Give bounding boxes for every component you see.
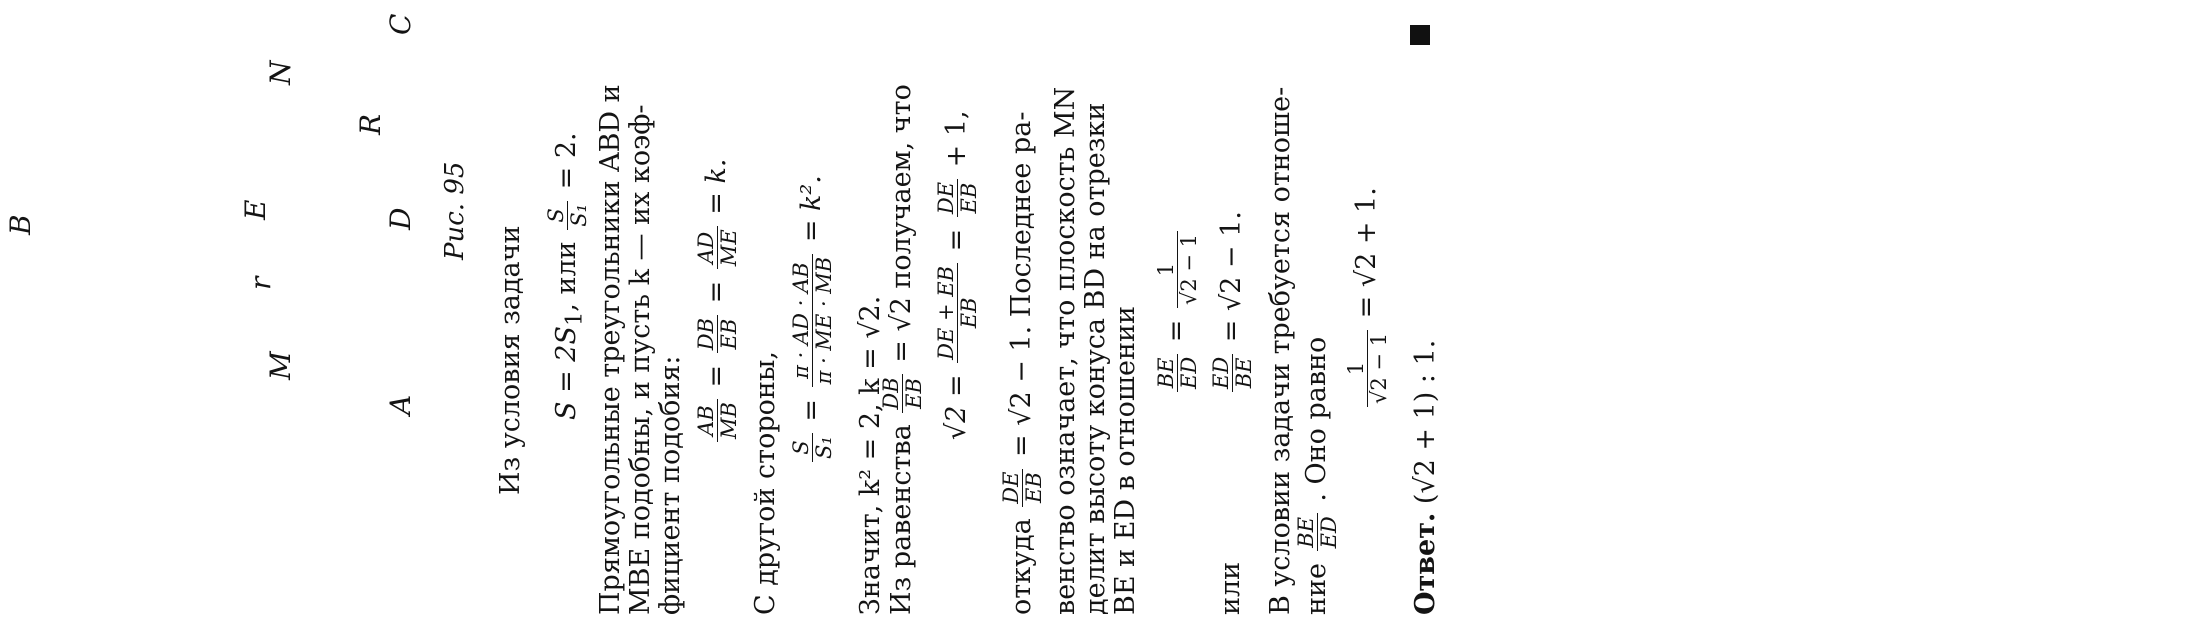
figure-caption: Рис. 95 bbox=[440, 161, 470, 260]
denominator: BE bbox=[1232, 357, 1257, 389]
numerator: π · AD · AB bbox=[790, 254, 813, 388]
denominator: S₁ bbox=[567, 203, 592, 227]
denominator: S₁ bbox=[812, 436, 837, 459]
formula-part: √2 = bbox=[941, 374, 973, 440]
fraction bbox=[1155, 354, 1200, 392]
fraction bbox=[790, 254, 835, 388]
denominator: EB bbox=[902, 378, 927, 409]
numerator: DE bbox=[935, 179, 958, 217]
formula-sub: 1 bbox=[561, 311, 588, 327]
text-line: С другой стороны, bbox=[750, 351, 781, 615]
numerator: 1 bbox=[1345, 330, 1368, 407]
fraction bbox=[1155, 231, 1200, 308]
answer-value: (√2 + 1) : 1. bbox=[1410, 339, 1441, 505]
fraction bbox=[935, 263, 980, 363]
text-line: В условии задачи требуется отноше- bbox=[1265, 86, 1296, 615]
denominator: ED bbox=[1317, 516, 1342, 549]
text-line: венство означает, что плоскость MN bbox=[1050, 86, 1081, 615]
numerator: AB bbox=[695, 399, 718, 442]
numerator: ED bbox=[1210, 354, 1233, 392]
formula-part: = k. bbox=[701, 158, 733, 215]
numerator: S bbox=[790, 433, 813, 462]
formula-line: √2 = DE + EB EB = DE EB + 1, bbox=[934, 110, 982, 440]
fraction bbox=[545, 201, 590, 230]
formula-part: . Оно равно bbox=[1301, 336, 1333, 502]
fraction bbox=[1210, 354, 1255, 392]
denominator: ED bbox=[1177, 356, 1202, 389]
formula-part: + 1, bbox=[941, 110, 973, 168]
label-N: N bbox=[264, 60, 297, 85]
fraction bbox=[1345, 330, 1390, 407]
formula-line: AB MB = DB EB = AD ME = k. bbox=[695, 159, 740, 445]
fraction bbox=[790, 433, 835, 462]
qed-square-icon bbox=[1410, 25, 1430, 45]
formula-part: = √2 − 1. bbox=[1216, 211, 1248, 343]
denominator: EB bbox=[1022, 472, 1047, 504]
formula-part: = √2 − 1. Последнее ра- bbox=[1006, 111, 1038, 457]
formula-line bbox=[545, 132, 590, 420]
label-R: R bbox=[354, 113, 387, 135]
numerator: AD bbox=[695, 226, 718, 269]
formula-part: = √2 получаем, что bbox=[886, 84, 918, 363]
text-line: Значит, k² = 2, k = √2. bbox=[855, 295, 886, 615]
answer-label: Ответ. bbox=[1410, 512, 1441, 615]
fraction bbox=[1295, 513, 1340, 551]
denominator: √2 − 1 bbox=[1177, 233, 1202, 306]
denominator: EB bbox=[957, 297, 982, 329]
numerator: DB bbox=[695, 315, 718, 353]
formula-part: = √2 + 1. bbox=[1351, 187, 1383, 319]
fraction bbox=[935, 179, 980, 217]
formula-line: S S₁ = π · AD · AB π · ME · MB = k². bbox=[790, 175, 835, 465]
answer-line bbox=[1410, 340, 1441, 615]
formula-line: BE ED = 1 √2 − 1 bbox=[1155, 228, 1200, 395]
denominator: EB bbox=[957, 182, 982, 214]
text-line: или bbox=[1215, 561, 1246, 615]
formula-line bbox=[880, 84, 925, 615]
fraction bbox=[880, 374, 925, 412]
denominator: ME bbox=[717, 229, 742, 267]
formula-part: Из равенства bbox=[886, 424, 918, 615]
label-M: M bbox=[264, 351, 297, 380]
fraction bbox=[695, 399, 740, 442]
label-r: r bbox=[244, 276, 277, 290]
label-D: D bbox=[384, 207, 417, 230]
denominator: MB bbox=[717, 402, 742, 439]
numerator: DE + EB bbox=[935, 263, 958, 363]
numerator: DE bbox=[1000, 469, 1023, 507]
text-line: делит высоту конуса BD на отрезки bbox=[1080, 102, 1111, 615]
formula-part: ние bbox=[1301, 563, 1333, 615]
fraction bbox=[695, 226, 740, 269]
formula-part: = 2. bbox=[551, 132, 583, 190]
denominator: π · ME · MB bbox=[812, 256, 837, 385]
text-line: BE и ED в отношении bbox=[1110, 306, 1141, 615]
text-line: MBE подобны, и пусть k — их коэф- bbox=[625, 104, 656, 615]
formula-line bbox=[1295, 337, 1340, 615]
formula-part: = k². bbox=[796, 175, 828, 243]
numerator: S bbox=[545, 201, 568, 230]
label-A: A bbox=[384, 394, 417, 415]
text-line: Из условия задачи bbox=[495, 225, 526, 495]
fraction bbox=[1000, 469, 1045, 507]
text-line: Прямоугольные треугольники ABD и bbox=[595, 84, 626, 615]
denominator: √2 − 1 bbox=[1367, 332, 1392, 404]
label-C: C bbox=[384, 13, 417, 35]
fraction bbox=[695, 315, 740, 353]
text-line: фициент подобия: bbox=[655, 355, 686, 615]
formula-part: S = 2S bbox=[551, 326, 583, 420]
numerator: DB bbox=[880, 374, 903, 412]
numerator: BE bbox=[1295, 513, 1318, 551]
label-B: B bbox=[4, 214, 37, 235]
formula-line bbox=[1000, 112, 1045, 615]
numerator: 1 bbox=[1155, 231, 1178, 308]
formula-part: , или bbox=[551, 241, 583, 312]
label-E: E bbox=[239, 199, 272, 220]
numerator: BE bbox=[1155, 354, 1178, 392]
formula-line bbox=[1345, 187, 1390, 410]
formula-line bbox=[1210, 211, 1255, 395]
formula-part: откуда bbox=[1006, 518, 1038, 615]
denominator: EB bbox=[717, 318, 742, 350]
